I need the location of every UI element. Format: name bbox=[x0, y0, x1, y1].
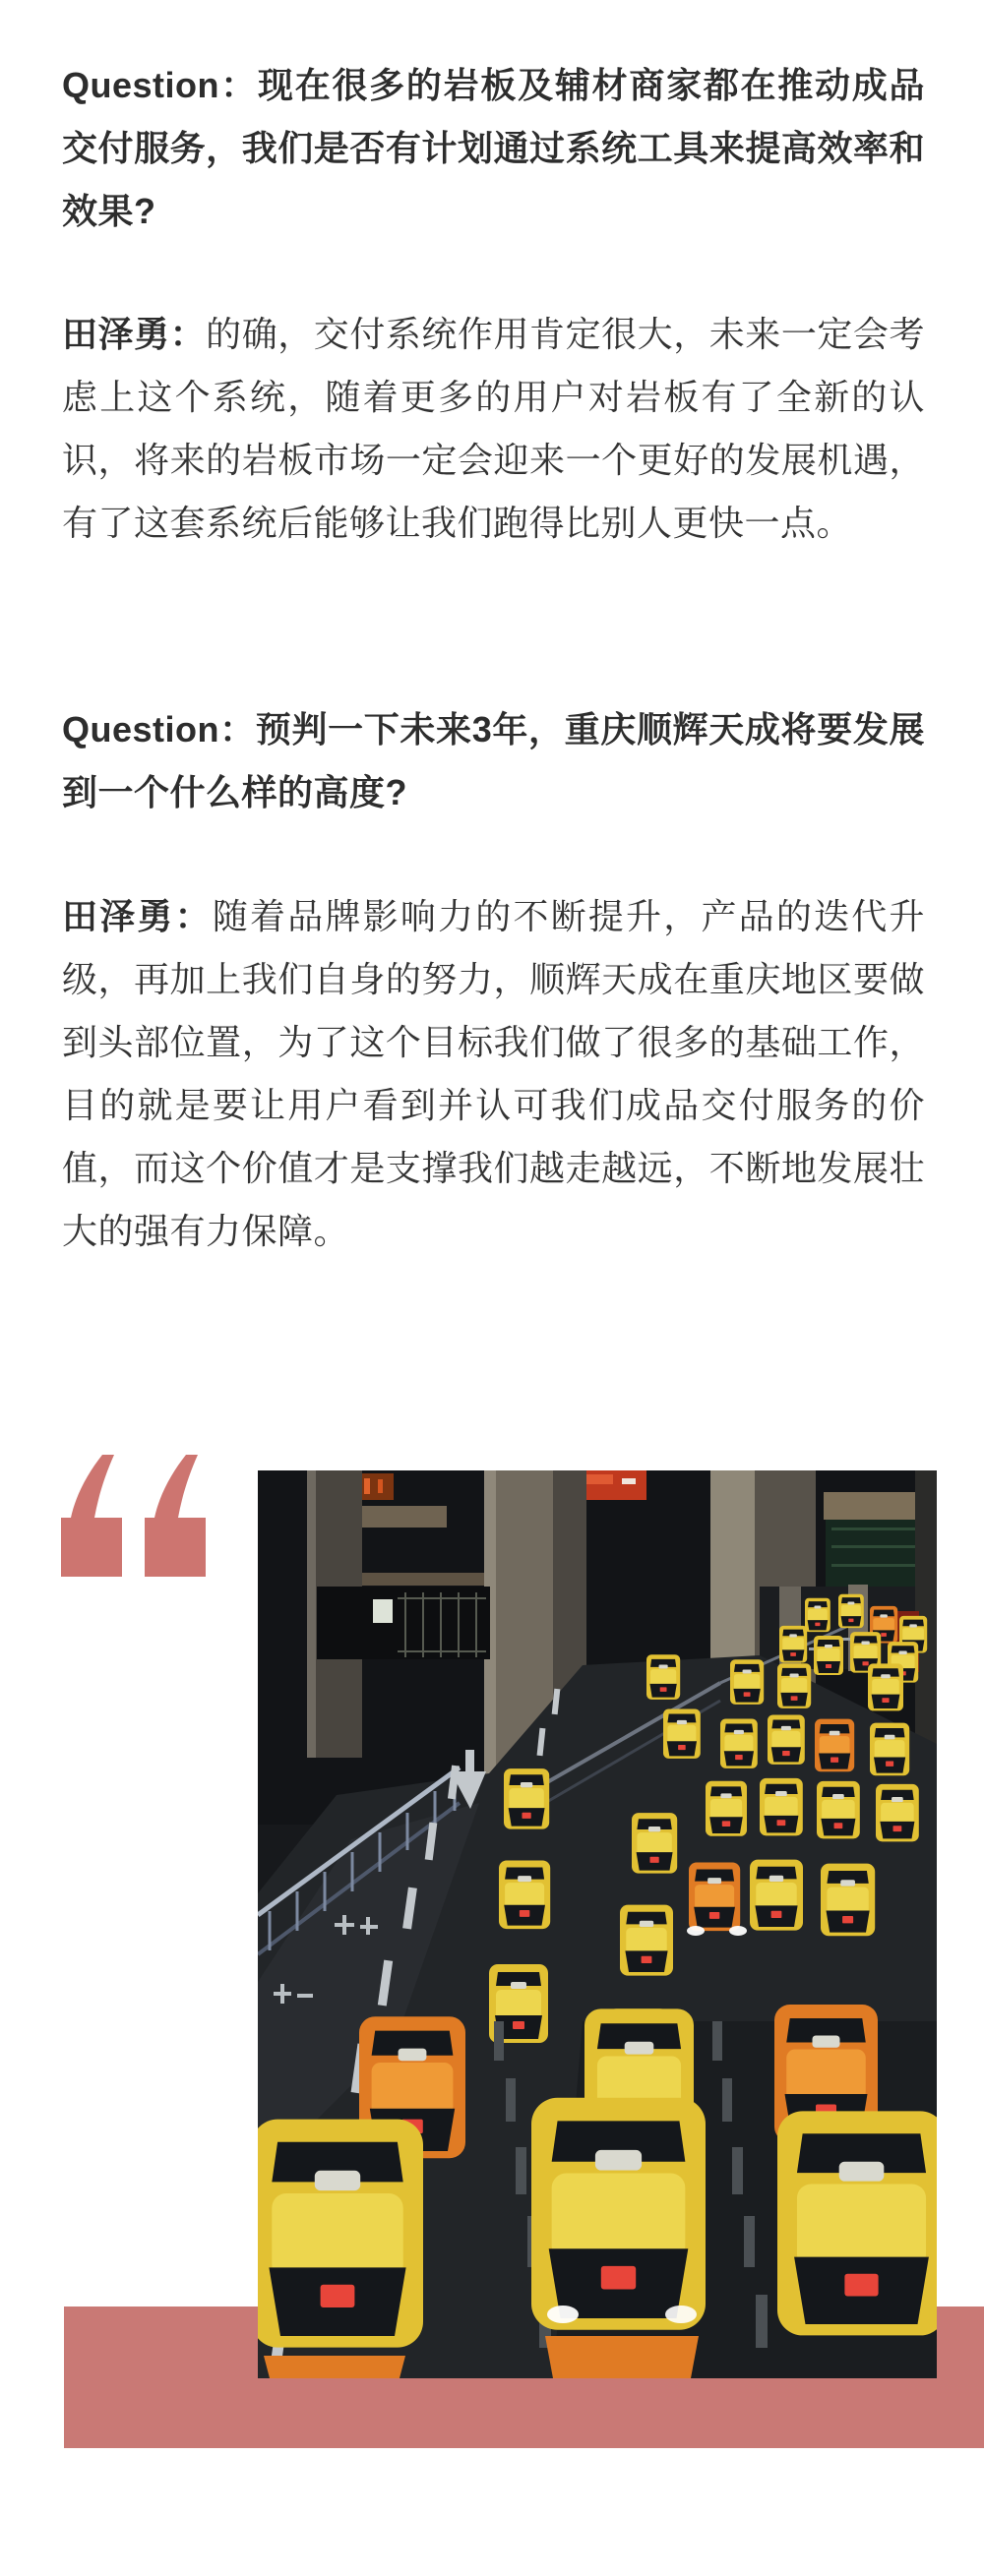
question-1-text: Question：现在很多的岩板及辅材商家都在推动成品交付服务，我们是否有计划通过系统工具来提高效率和效果? bbox=[62, 65, 925, 231]
answer-2-speaker: 田泽勇： bbox=[62, 896, 213, 936]
answer-1-paragraph bbox=[62, 303, 925, 555]
answer-2-paragraph bbox=[62, 885, 925, 1263]
quote-mark-icon bbox=[61, 1455, 206, 1577]
taxi-photo[interactable] bbox=[258, 1470, 937, 2378]
answer-2-text: 随着品牌影响力的不断提升，产品的迭代升级，再加上我们自身的努力，顺辉天成在重庆地区要做到头部位置，为了这个目标我们做了很多的基础工作，目的就是要让用户看到并认可我们成品交付服务的价值，而这个价值才是支撑我们越走越远，不断地发展壮大的强有力保障。 bbox=[62, 896, 925, 1251]
taxi-photo-image bbox=[258, 1470, 937, 2378]
answer-1-speaker: 田泽勇： bbox=[62, 314, 207, 354]
question-2-text: Question：预判一下未来3年，重庆顺辉天成将要发展到一个什么样的高度? bbox=[62, 709, 925, 812]
answer-1-text: 的确，交付系统作用肯定很大，未来一定会考虑上这个系统，随着更多的用户对岩板有了全新的认识，将来的岩板市场一定会迎来一个更好的发展机遇，有了这套系统后能够让我们跑得比别人更快一点。 bbox=[62, 314, 925, 543]
